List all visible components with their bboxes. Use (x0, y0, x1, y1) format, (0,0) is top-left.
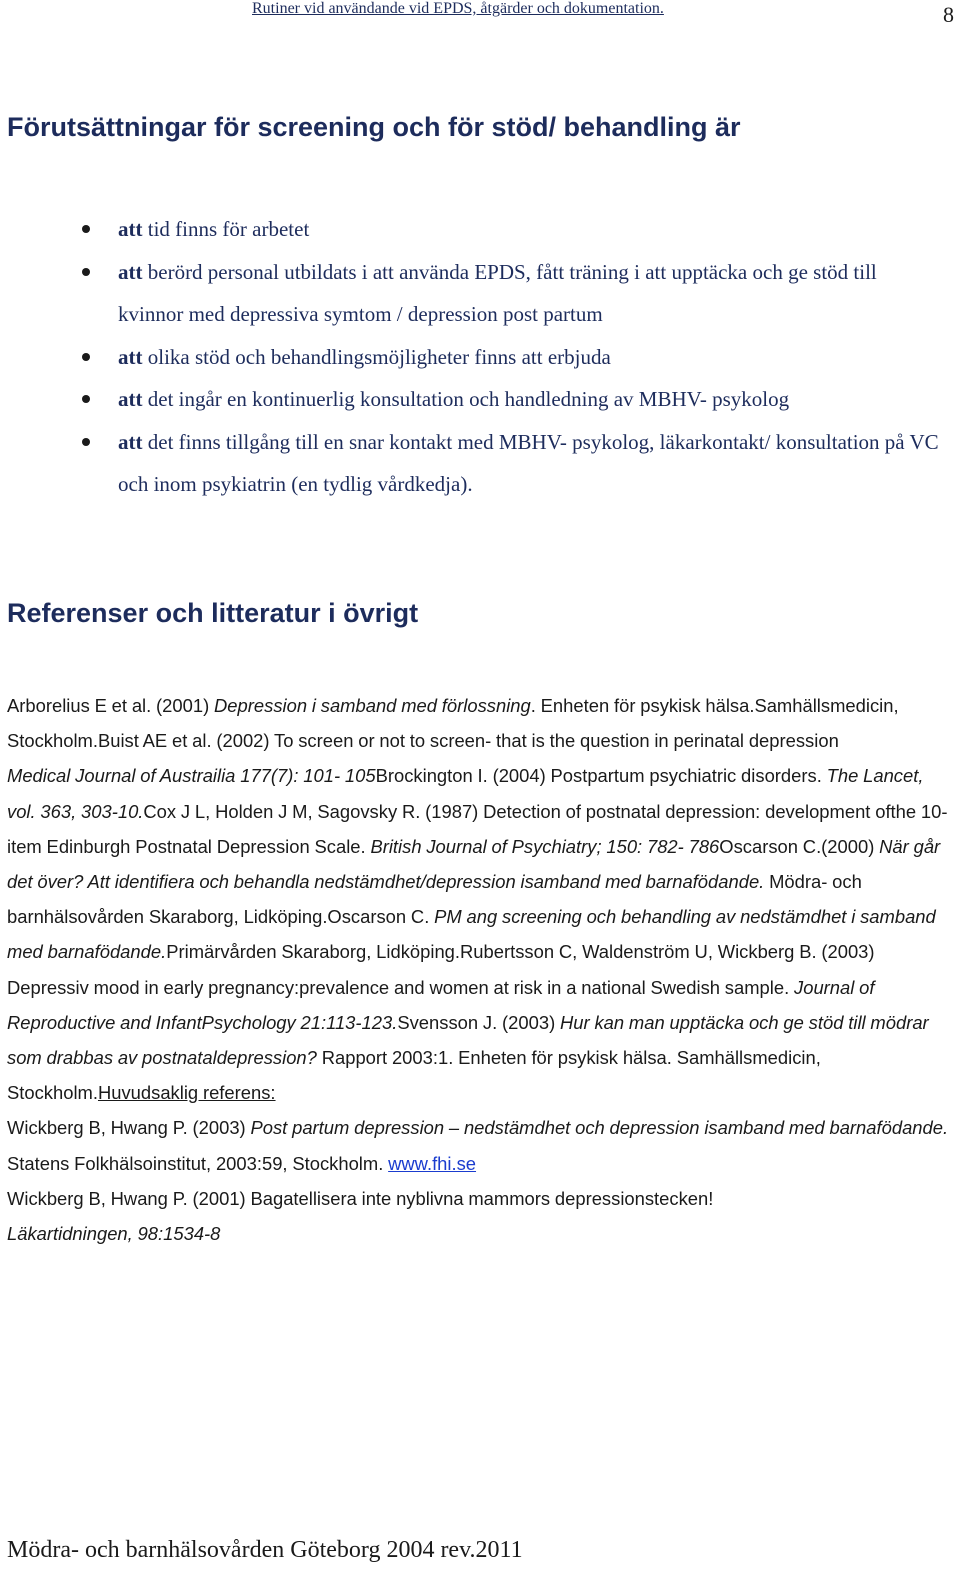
bullet-icon (82, 225, 90, 233)
reference-text: Wickberg B, Hwang P. (2001) Bagatellisera inte nyblivna mammors depressionstecken! (7, 1187, 714, 1209)
reference-title: Post partum depression – nedstämdhet och depression isamband med barnafödande. (250, 1117, 949, 1139)
reference-text: Svensson J. (2003) (397, 1011, 561, 1033)
section-heading-references: Referenser och litteratur i övrigt (7, 598, 419, 628)
reference-text: Rapport 2003:1. Enheten för psykisk hälsa. Samhällsmedicin, Stockholm. (7, 1047, 821, 1104)
reference-journal: The Lancet, vol. 363, 303-10. (7, 765, 924, 822)
reference-text: Wickberg B, Hwang P. (2003) (7, 1117, 251, 1139)
running-header-title: Rutiner vid användande vid EPDS, åtgärder och dokumentation. (252, 0, 664, 17)
page-number: 8 (943, 2, 954, 27)
list-item-text: berörd personal utbildats i att använda EPDS, fått träning i att upptäcka och ge stöd till kvinnor med depressiva symtom / depression post partum (118, 259, 877, 326)
reference-title: När går det över? Att identifiera och behandla nedstämdhet/depression isamband med barnafödande. (7, 835, 941, 893)
reference-text: Arborelius E et al. (2001) (7, 695, 215, 716)
reference-title: Hur kan man upptäcka och ge stöd till mödrar som drabbas av postnataldepression? (7, 1011, 929, 1069)
list-item-keyword: att (118, 217, 143, 241)
reference-paragraph (7, 1110, 952, 1180)
bullet-icon (82, 353, 90, 361)
references-body (7, 688, 952, 1251)
reference-title: PM ang screening och behandling av nedstämdhet i samband med barnafödande. (7, 906, 936, 963)
reference-text: Brockington I. (2004) Postpartum psychiatric disorders. (375, 765, 827, 787)
list-item-text: olika stöd och behandlingsmöjligheter finns att erbjuda (142, 344, 611, 369)
reference-text: . Enheten för psykisk hälsa.Samhällsmedicin, Stockholm.Buist AE et al. (2002) To screen or not to screen- that is the question in perinatal depression (7, 695, 899, 752)
fhi-link[interactable]: www.fhi.se (388, 1152, 477, 1174)
section-heading-prerequisites: Förutsättningar för screening och för stöd/ behandling är (7, 112, 741, 142)
list-item (0, 336, 960, 379)
list-item-text: det finns tillgång till en snar kontakt med MBHV- psykolog, läkarkontakt/ konsultation på VC och inom psykiatrin (en tydlig vårdkedja). (118, 429, 939, 496)
list-item-keyword: att (118, 429, 143, 454)
bullet-icon (82, 268, 90, 276)
reference-journal: British Journal of Psychiatry; 150: 782- 786 (370, 835, 720, 857)
reference-text: Oscarson C.(2000) (719, 835, 880, 857)
reference-journal: Medical Journal of Austrailia 177(7): 101- 105 (7, 765, 376, 787)
list-item (0, 208, 960, 251)
reference-paragraph (7, 1181, 952, 1251)
reference-text: Primärvården Skaraborg, Lidköping.Rubertsson C, Waldenström U, Wickberg B. (2003) Depressiv mood in early pregnancy:prevalence and women at risk in a national Swedish sample. (7, 941, 875, 998)
list-item-keyword: att (118, 387, 143, 411)
list-item (0, 251, 960, 336)
list-item-keyword: att (118, 259, 143, 284)
list-item (0, 421, 960, 506)
prerequisites-list (0, 208, 960, 506)
list-item-keyword: att (118, 344, 143, 369)
reference-journal: Journal of Reproductive and InfantPsychology 21:113-123. (7, 976, 875, 1033)
main-reference-label: Huvudsaklig referens: (97, 1082, 276, 1104)
page-footer: Mödra- och barnhälsovården Göteborg 2004 rev.2011 (7, 1537, 523, 1563)
reference-text: Cox J L, Holden J M, Sagovsky R. (1987) Detection of postnatal depression: development ofthe 10- item Edinburgh Postnatal Depression Scale. (7, 800, 948, 857)
list-item (0, 378, 960, 421)
reference-text: Mödra- och barnhälsovården Skaraborg, Lidköping.Oscarson C. (7, 871, 862, 928)
reference-journal: Läkartidningen, 98:1534-8 (7, 1223, 221, 1245)
bullet-icon (82, 395, 90, 403)
reference-title: Depression i samband med förlossning (214, 695, 531, 716)
reference-paragraph (7, 688, 952, 1110)
reference-text: Statens Folkhälsoinstitut, 2003:59, Stockholm. (7, 1152, 389, 1174)
bullet-icon (82, 438, 90, 446)
list-item-text: det ingår en kontinuerlig konsultation och handledning av MBHV- psykolog (142, 387, 790, 411)
list-item-text: tid finns för arbetet (142, 217, 310, 241)
